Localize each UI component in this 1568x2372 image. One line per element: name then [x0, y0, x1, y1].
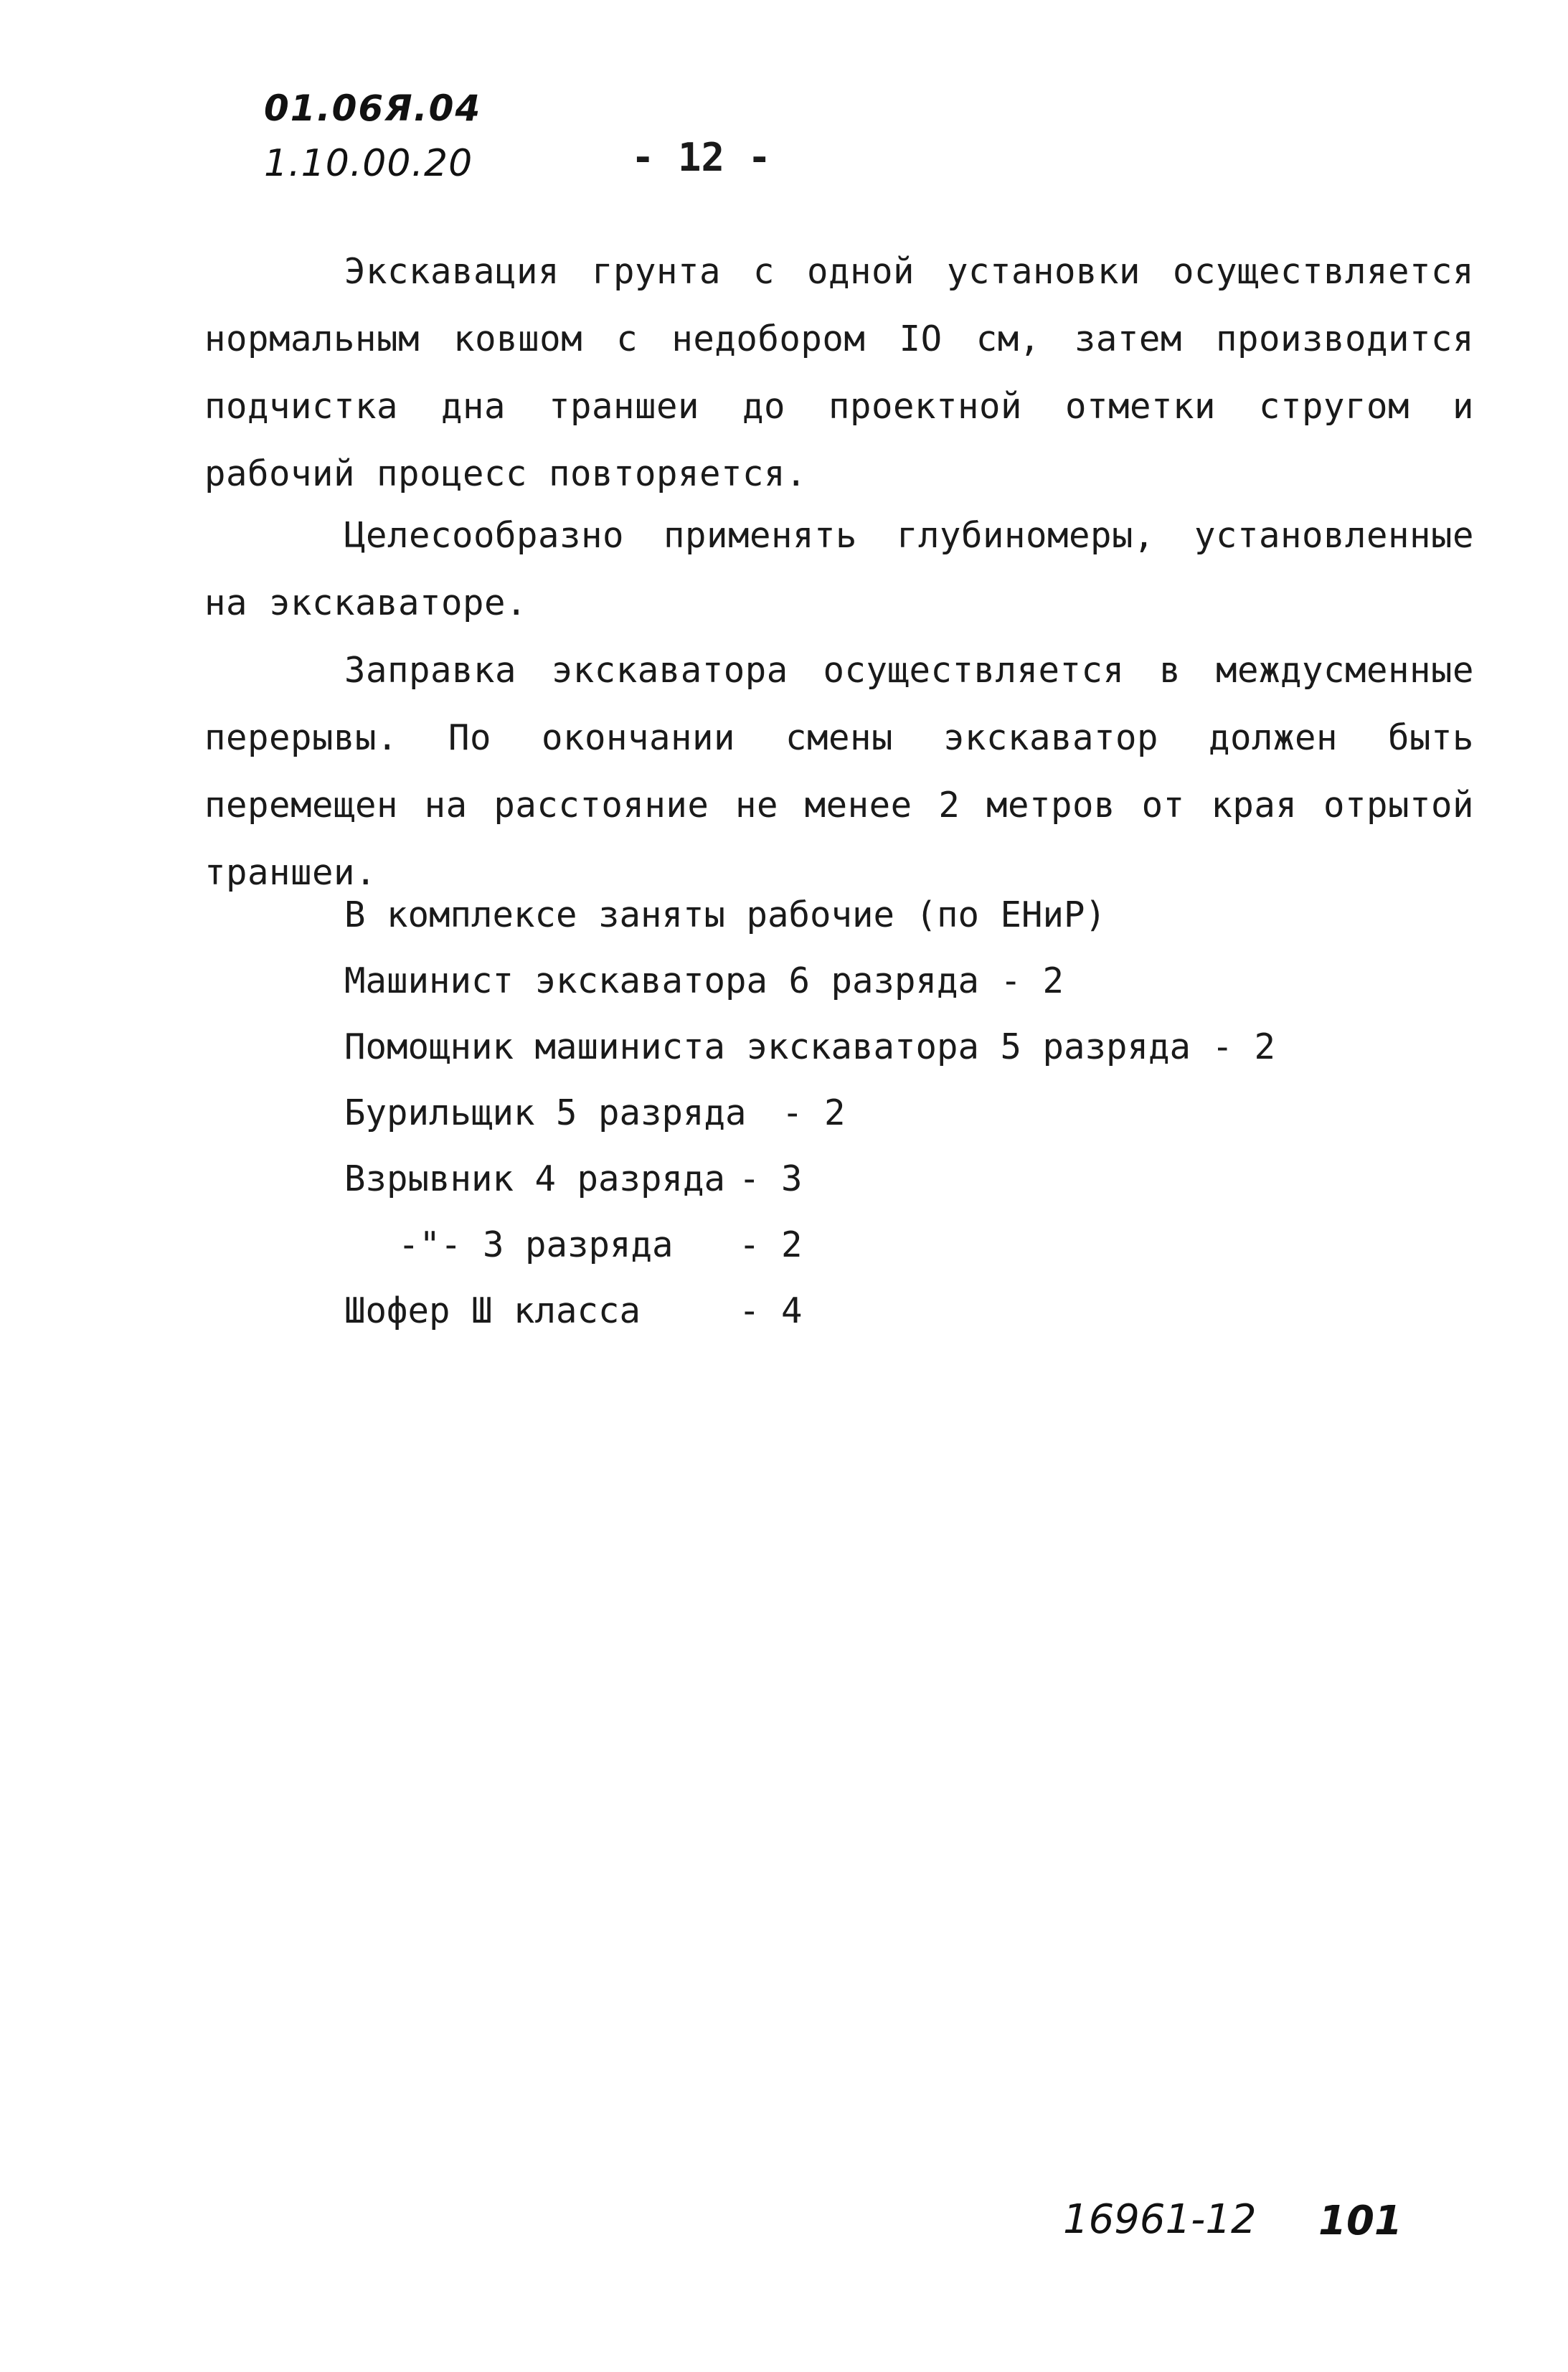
- crew-row: [344, 1146, 1275, 1212]
- page-number: - 12 -: [631, 135, 772, 180]
- crew-role: Шофер Ш класса: [344, 1290, 641, 1331]
- crew-role: Взрывник 4 разряда: [344, 1158, 726, 1199]
- document-code-handwritten: 01.06Я.04: [264, 88, 482, 129]
- crew-row: [344, 948, 1275, 1014]
- crew-count: - 2: [1000, 960, 1064, 1001]
- crew-row: [344, 1278, 1275, 1344]
- crew-count: - 2: [782, 1092, 846, 1133]
- crew-row: [344, 1212, 1275, 1278]
- crew-role: Бурильщик 5 разряда: [344, 1092, 747, 1133]
- crew-count: - 2: [1212, 1026, 1276, 1067]
- paragraph-text: Заправка экскаватора осуществляется в междусменные перерывы. По окончании смены экскаватор должен быть перемещен на расстояние не менее 2 метров от края отрытой траншеи.: [204, 650, 1474, 893]
- document-number-handwritten: 16961-12: [1063, 2196, 1257, 2243]
- paragraph-text: Целесообразно применять глубиномеры, установленные на экскаваторе.: [204, 515, 1474, 623]
- sheet-number-handwritten: 101: [1318, 2198, 1402, 2244]
- crew-role: -"- 3 разряда: [398, 1224, 674, 1265]
- crew-row: [344, 1080, 1275, 1146]
- paragraph-excavation: [204, 238, 1474, 508]
- crew-role: Помощник машиниста экскаватора 5 разряда: [344, 1026, 1191, 1067]
- crew-list-header: [344, 882, 1275, 948]
- crew-list: [344, 882, 1275, 1344]
- crew-count: - 4: [739, 1290, 803, 1331]
- crew-role: Машинист экскаватора 6 разряда: [344, 960, 980, 1001]
- crew-count: - 3: [739, 1158, 803, 1199]
- paragraph-depth-gauges: [204, 502, 1474, 637]
- crew-row: [344, 1014, 1275, 1080]
- crew-count: - 2: [739, 1224, 803, 1265]
- crew-header-text: В комплексе заняты рабочие (по ЕНиР): [344, 894, 1107, 935]
- paragraph-text: Экскавация грунта с одной установки осуществляется нормальным ковшом с недобором IO см, затем производится подчистка дна траншеи до проектной отметки стругом и рабочий процесс повторяется.: [204, 251, 1474, 494]
- document-code-secondary: 1.10.00.20: [264, 142, 473, 185]
- paragraph-refueling: [204, 637, 1474, 907]
